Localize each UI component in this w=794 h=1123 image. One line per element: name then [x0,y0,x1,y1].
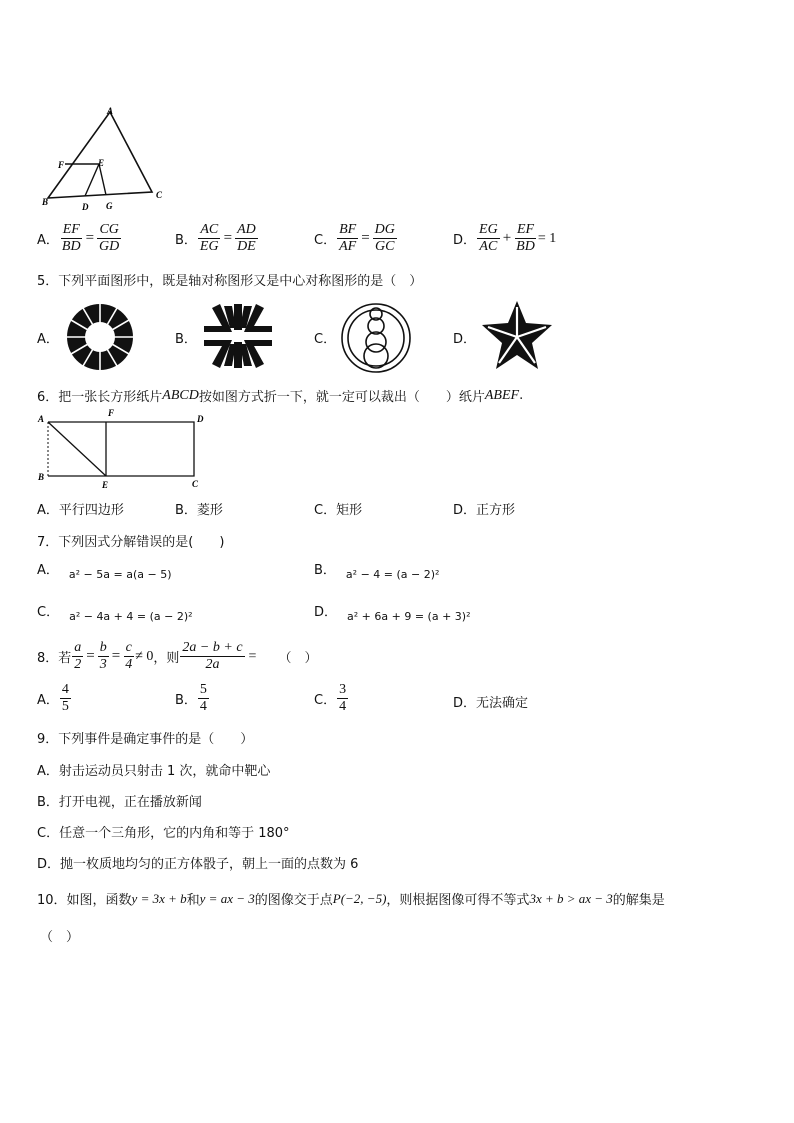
point-c-label: C [192,479,199,489]
point-f-label: F [58,160,65,170]
q5-option-d-label[interactable]: D． [453,332,477,347]
q9-option-b[interactable]: B．打开电视，正在播放新闻 [37,795,202,810]
point-b-label: B [38,472,45,482]
q8-option-a[interactable]: A． $\frac{4}{5}$ [37,682,69,714]
triangle-figure [40,104,170,214]
q9-option-d[interactable]: D．抛一枚质地均匀的正方体骰子，朝上一面的点数为 6 [37,857,359,872]
q4-option-c[interactable]: C． $\frac{BF}{AF}$ = $\frac{DG}{GC}$ [314,222,395,254]
point-d-label: D [82,202,89,212]
q7-option-c[interactable]: C． a² − 4a + 4 = (a − 2)² [37,605,193,623]
q7-option-a[interactable]: A． a² − 5a = a(a − 5) [37,563,172,581]
q4-option-d[interactable]: D． $\frac{EG}{AC}$ + $\frac{EF}{BD}$ = 1 [453,222,557,254]
q5-stem: 5．下列平面图形中，既是轴对称图形又是中心对称图形的是（ ） [37,274,423,289]
q9-option-c[interactable]: C．任意一个三角形，它的内角和等于 180° [37,826,290,841]
point-g-label: G [106,201,113,211]
triangle-abc [48,112,152,198]
q7-option-b[interactable]: B． a² − 4 = (a − 2)² [314,563,440,581]
snowflake-icon [202,302,274,370]
q4-option-a[interactable]: A． $\frac{EF}{BD}$ = $\frac{CG}{GD}$ [37,222,120,254]
folded-rectangle-figure [36,408,211,490]
point-e-label: E [98,158,105,168]
q6-option-d[interactable]: D．正方形 [453,503,516,518]
segment-eg [99,164,106,195]
sunburst-icon [65,302,135,372]
q5-option-c-label[interactable]: C． [314,332,337,347]
q4-option-b[interactable]: B． $\frac{AC}{EG}$ = $\frac{AD}{DE}$ [175,222,256,254]
point-f-label: F [108,408,115,418]
q6-option-c[interactable]: C．矩形 [314,503,363,518]
q6-option-a[interactable]: A．平行四边形 [37,503,124,518]
pentagon-star-icon [480,299,554,373]
q5-option-a-label[interactable]: A． [37,332,59,347]
q8-option-d[interactable]: D．无法确定 [453,696,529,711]
segment-ed [85,164,99,196]
q9-stem: 9．下列事件是确定事件的是（ ） [37,732,254,747]
q10-answer-paren: （ ） [40,930,80,945]
q6-option-b[interactable]: B．菱形 [175,503,223,518]
point-e-label: E [102,480,109,490]
q5-option-b-label[interactable]: B． [175,332,197,347]
point-c-label: C [156,190,163,200]
q6-stem: 6．把一张长方形纸片 ABCD 按如图方式折一下，就一定可以裁出（ ）纸片 ABEF . [37,387,524,405]
q10-stem: 10．如图，函数 y = 3x + b 和 y = ax − 3 的图像交于点 P(−2, −5) ，则根据图像可得不等式 3x + b > ax − 3 的解集是 [37,890,665,908]
q7-option-d[interactable]: D． a² + 6a + 9 = (a + 3)² [314,605,471,623]
point-a-label: A [107,106,114,116]
nested-circles-icon [340,302,412,374]
q8-option-b[interactable]: B． $\frac{5}{4}$ [175,682,207,714]
point-d-label: D [197,414,204,424]
point-b-label: B [42,197,49,207]
q8-option-c[interactable]: C． $\frac{3}{4}$ [314,682,347,714]
q9-option-a[interactable]: A．射击运动员只射击 1 次，就命中靶心 [37,764,271,779]
q7-stem: 7．下列因式分解错误的是( ) [37,535,225,550]
q8-stem: 8．若 $\frac{a}{2}$ = $\frac{b}{3}$ = $\frac{c}{4}$ ≠ 0 ，则 $\frac{2a - b + c}{2a}$ = （ ） [37,640,318,672]
point-a-label: A [38,414,45,424]
